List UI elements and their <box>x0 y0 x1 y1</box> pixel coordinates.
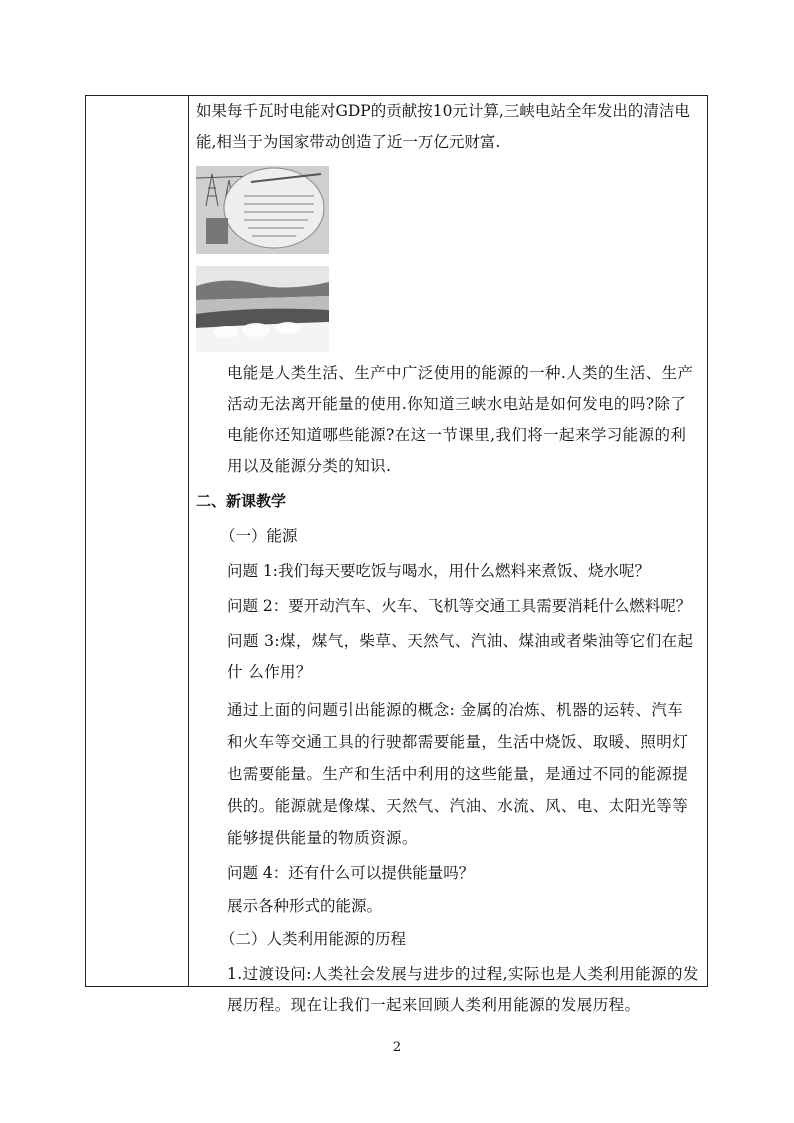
lightbulb-infographic-image <box>196 166 329 254</box>
bulb-base-icon <box>206 218 228 244</box>
question-4: 问题 4：还有什么可以提供能量吗？ <box>227 864 475 882</box>
section-heading: 二、新课教学 <box>196 492 287 510</box>
subsection-energy: （一）能源 <box>220 527 298 545</box>
question-1: 问题 1:我们每天要吃饭与喝水，用什么燃料来煮饭、烧水呢？ <box>227 562 651 580</box>
page-number: 2 <box>392 1040 402 1055</box>
show-forms-text: 展示各种形式的能源。 <box>227 897 383 915</box>
question-2: 问题 2：要开动汽车、火车、飞机等交通工具需要消耗什么燃料呢？ <box>227 597 692 615</box>
question-3: 问题 3:煤，煤气，柴草、天然气、汽油、煤油或者柴油等它们在起什 么作用？ <box>227 632 694 681</box>
three-gorges-dam-photo <box>196 266 329 352</box>
subsection-history: （二）人类利用能源的历程 <box>220 930 407 948</box>
transition-question: 1.过渡设问:人类社会发展与进步的过程,实际也是人类利用能源的发展历程。现在让我们一起来回顾人类利用能源的发展历程。 <box>227 965 699 1014</box>
intro-paragraph: 电能是人类生活、生产中广泛使用的能源的一种.人类的生活、生产活动无法离开能量的使用.你知道三峡水电站是如何发电的吗?除了电能你还知道哪些能源?在这一节课里,我们将一起来学习能源的利用以及能源分类的知识. <box>227 364 694 475</box>
concept-paragraph: 通过上面的问题引出能源的概念: 金属的冶炼、机器的运转、汽车和火车等交通工具的行驶都需要能量，生活中烧饭、取暖、照明灯也需要能量。生产和生活中利用的这些能量，是通过不同的能源提供的。能源就是像煤、天然气、汽油、水流、风、电、太阳光等等能够提供能量的物质资源。 <box>227 701 689 847</box>
lightbulb-graphic <box>196 166 329 254</box>
lesson-table <box>85 95 708 1014</box>
line-gdp-1: 如果每千瓦时电能对GDP的贡献按10元计算,三峡电站全年发出的清洁电 <box>196 102 690 120</box>
dam-graphic <box>196 266 329 352</box>
column-divider <box>188 96 189 986</box>
content-cell <box>196 96 699 1014</box>
line-gdp-2: 能,相当于为国家带动创造了近一万亿元财富. <box>196 133 501 151</box>
